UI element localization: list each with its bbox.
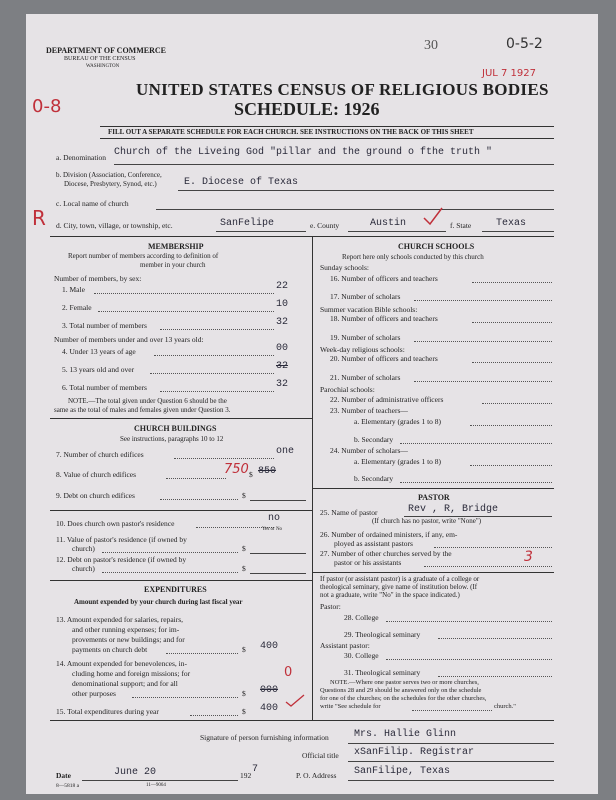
total-members-count[interactable]: 32 <box>276 317 289 328</box>
female-label: 2. Female <box>62 303 92 312</box>
over-13-label: 5. 13 years old and over <box>62 365 135 374</box>
buildings-subtitle: See instructions, paragraphs 10 to 12 <box>120 435 224 443</box>
pastor-note-2: Questions 28 and 29 should be answered only on the schedule <box>320 687 482 694</box>
q15-label: 15. Total expenditures during year <box>56 707 159 716</box>
q9-label: 9. Debt on church edifices <box>56 491 135 500</box>
year-prefix: 192 <box>240 771 252 780</box>
membership-heading: MEMBERSHIP <box>148 242 204 251</box>
census-form: DEPARTMENT OF COMMERCE BUREAU OF THE CENSUS WASHINGTON 30 0-5-2 JUL 7 1927 UNITED STATES CENSUS OF RELIGIOUS BODIES SCHEDULE: 1926 0-8 FILL OUT A SEPARATE SCHEDULE FOR EACH CHURCH. SEE INSTRUCTIONS ON THE BACK OF THIS SHEET a. Denomination Church of the Liveing God "pillar and the ground o fthe truth " b. Division (Association, Conference, Diocese, Presbytery, Synod, etc.) E. Diocese of Texas c. Local name of church R d. City, town, village, or township, etc. SanFelipe e. County Austin f. State Texas MEMBERSHIP Report number of members according to definition of member in your church Number of members, by sex: 1. Male 22 2. Female 10 3. Total number of members 32 Number of members under and over 13 years old: 4. Under 13 years of age 00 5. 13 years old and over 32 6. Total number of members 32 NOTE.—The total given under Question 6 should be the same as the total of males and females given under Question 3. CHURCH BUILDINGS See instructions, paragraphs 10 to 12 7. Number of church edifices one 8. Value of church edifices 750 $ 850 9. Debt on church edifices $ 10. Does church own pastor's residence no Yes or No 11. Value of pastor's residence (if owned by church) $ 12. Debt on pastor's residence (if owned by church) $ EXPENDITURES Amount expended by your church during last fiscal year 13. Amount expended for salaries, repairs, and other running expenses; for im- provements or new buildings; and for payments on church debt $ 400 14. Amount expended for benevolences, in- cluding home and foreign missions; for denominational support; and for all other purposes 0 $ 000 15. Total expenditures during year $ 400 CHURCH SCHOOLS Report here only schools conducted by this church Sunday schools: 16. Number of officers and teachers 17. Number of scholars Summer vacation Bible schools: 18. Number of officers and teachers 19. Number of scholars Week-day religious schools: 20. Number of officers and teachers 21. Number of scholars Parochial schools: 22. Number of administrative officers 23. Number of teachers— a. Elementary (grades 1 to 8) b. Secondary 24. Number of scholars— a. Elementary (grades 1 to 8) b. Secondary PASTOR 25. Name of pastor Rev , R, Bridge (If church has no pastor, write "None") 26. Number of ordained ministers, if any, em- ployed as assistant pastors 27. Number of other churches served by the pastor or his assistants 3 If pastor (or assistant pastor) is a graduate of a college or theological seminary, give name of institution below. (If not a graduate, write "No" in the space indicated.) Pastor: 28. College 29. Theological seminary Assistant pastor: 30. College 31. Theological seminary NOTE.—Where one pastor serves two or more churches, Questions 28 and 29 should be answered only on the schedule for one of the churches; on the schedules for the other churches, write "See schedule for church." Signature of person furnishing information Mrs. Hallie Glinn Official title xSanFilip. Registrar Date June 20 192 7 P. O. Address SanFilipe, Texas 8—5818 a 11—9064 <box>26 14 598 794</box>
check-mark-icon <box>422 206 444 226</box>
q29-label: 29. Theological seminary <box>344 630 421 639</box>
print-code: 11—9064 <box>146 783 166 788</box>
q11-label-1: 11. Value of pastor's residence (if owned by <box>56 535 187 544</box>
local-name-label: c. Local name of church <box>56 199 129 208</box>
date-field[interactable]: June 20 <box>114 767 157 778</box>
schools-heading: CHURCH SCHOOLS <box>398 242 475 251</box>
q21-label: 21. Number of scholars <box>330 373 401 382</box>
q8-label: 8. Value of church edifices <box>56 470 137 479</box>
grad-note-2: theological seminary, give name of institution below. (If <box>320 583 478 591</box>
bureau-label: BUREAU OF THE CENSUS <box>64 56 136 62</box>
q24-label: 24. Number of scholars— <box>330 446 408 455</box>
date-label: Date <box>56 771 71 780</box>
po-address-label: P. O. Address <box>296 771 337 780</box>
total-members-label: 3. Total number of members <box>62 321 147 330</box>
q13-label-2: and other running expenses; for im- <box>72 625 180 634</box>
q12-label-2: church) <box>72 564 95 573</box>
q14-label-2: cluding home and foreign missions; for <box>72 669 191 678</box>
q25-label: 25. Name of pastor <box>320 508 378 517</box>
q23-label: 23. Number of teachers— <box>330 406 408 415</box>
q22-label: 22. Number of administrative officers <box>330 395 444 404</box>
stamp-number: 30 <box>424 38 438 53</box>
pastor-heading: PASTOR <box>418 493 450 502</box>
official-title-label: Official title <box>302 751 339 760</box>
vacation-schools-label: Summer vacation Bible schools: <box>320 305 418 314</box>
q7-value[interactable]: one <box>276 446 295 457</box>
expenditures-subtitle: Amount expended by your church during last fiscal year <box>74 598 243 606</box>
sunday-schools-label: Sunday schools: <box>320 263 369 272</box>
q31-label: 31. Theological seminary <box>344 668 421 677</box>
buildings-heading: CHURCH BUILDINGS <box>134 424 217 433</box>
pastor-note-4: write "See schedule for <box>320 703 381 710</box>
division-label-1: b. Division (Association, Conference, <box>56 171 162 179</box>
instruction-line: FILL OUT A SEPARATE SCHEDULE FOR EACH CHURCH. SEE INSTRUCTIONS ON THE BACK OF THIS SHEET <box>108 128 474 136</box>
signature-field[interactable]: Mrs. Hallie Glinn <box>354 729 457 740</box>
signature-label: Signature of person furnishing information <box>200 733 329 742</box>
total-members-6-label: 6. Total number of members <box>62 383 147 392</box>
q19-label: 19. Number of scholars <box>330 333 401 342</box>
membership-intro-1: Report number of members according to definition of <box>68 252 219 260</box>
denomination-field[interactable]: Church of the Liveing God "pillar and the ground o fthe truth " <box>114 147 493 158</box>
dept-label: DEPARTMENT OF COMMERCE <box>46 46 167 55</box>
q8-red-correction: 750 <box>224 462 249 477</box>
division-field[interactable]: E. Diocese of Texas <box>184 177 299 188</box>
q13-label-3: provements or new buildings; and for <box>72 635 185 644</box>
q10-value[interactable]: no <box>268 513 281 524</box>
state-label: f. State <box>450 221 472 230</box>
grad-note-1: If pastor (or assistant pastor) is a graduate of a college or <box>320 575 480 583</box>
county-field[interactable]: Austin <box>370 218 407 229</box>
q13-label-1: 13. Amount expended for salaries, repairs, <box>56 615 184 624</box>
male-count[interactable]: 22 <box>276 281 289 292</box>
q10-label: 10. Does church own pastor's residence <box>56 519 175 528</box>
pastor-note-5: church." <box>494 703 516 710</box>
q30-label: 30. College <box>344 651 379 660</box>
assistant-pastor-sublabel: Assistant pastor: <box>320 641 370 650</box>
corner-code: 0-5-2 <box>506 36 543 52</box>
q27-red-value[interactable]: 3 <box>524 549 533 565</box>
female-count[interactable]: 10 <box>276 299 289 310</box>
q14-value[interactable]: 000 <box>260 685 279 696</box>
q27-label-1: 27. Number of other churches served by the <box>320 549 452 558</box>
q13-value[interactable]: 400 <box>260 641 279 652</box>
form-code: 8—5818 a <box>56 783 80 789</box>
under-13-label: 4. Under 13 years of age <box>62 347 136 356</box>
county-label: e. County <box>310 221 340 230</box>
q14-red-correction: 0 <box>284 665 293 680</box>
q14-label-1: 14. Amount expended for benevolences, in- <box>56 659 188 668</box>
check-mark-icon <box>284 694 306 708</box>
city-label: d. City, town, village, or township, etc. <box>56 221 173 230</box>
q14-label-4: other purposes <box>72 689 116 698</box>
red-r-mark: R <box>32 206 46 230</box>
pastor-note-1: NOTE.—Where one pastor serves two or more churches, <box>330 679 479 686</box>
male-label: 1. Male <box>62 285 85 294</box>
q26-label-2: ployed as assistant pastors <box>334 539 413 548</box>
pastor-note-3: for one of the churches; on the schedules for the other churches, <box>320 695 487 702</box>
q11-label-2: church) <box>72 544 95 553</box>
q20-label: 20. Number of officers and teachers <box>330 354 438 363</box>
members-by-sex-label: Number of members, by sex: <box>54 274 142 283</box>
q27-label-2: pastor or his assistants <box>334 558 402 567</box>
weekday-schools-label: Week-day religious schools: <box>320 345 405 354</box>
received-stamp: JUL 7 1927 <box>482 68 537 79</box>
pastor-name-field[interactable]: Rev , R, Bridge <box>408 504 499 515</box>
official-title-field[interactable]: xSanFilip. Registrar <box>354 747 475 758</box>
q15-value[interactable]: 400 <box>260 703 279 714</box>
year-field[interactable]: 7 <box>252 764 259 775</box>
city-field[interactable]: SanFelipe <box>220 218 275 229</box>
q26-label-1: 26. Number of ordained ministers, if any, em- <box>320 530 458 539</box>
q25-note: (If church has no pastor, write "None") <box>372 517 482 525</box>
division-label-2: Diocese, Presbytery, Synod, etc.) <box>64 180 157 188</box>
parochial-schools-label: Parochial schools: <box>320 385 375 394</box>
yes-or-no-hint: Yes or No <box>262 527 283 532</box>
q28-label: 28. College <box>344 613 379 622</box>
total-members-6-count[interactable]: 32 <box>276 379 289 390</box>
members-by-age-label: Number of members under and over 13 years old: <box>54 335 204 344</box>
schools-subtitle: Report here only schools conducted by this church <box>342 253 484 261</box>
red-code: 0-8 <box>32 96 62 117</box>
under-13-count[interactable]: 00 <box>276 343 289 354</box>
city-label: WASHINGTON <box>86 64 120 69</box>
membership-intro-2: member in your church <box>140 261 206 269</box>
q24a-label: a. Elementary (grades 1 to 8) <box>354 457 442 466</box>
q7-label: 7. Number of church edifices <box>56 450 144 459</box>
state-field[interactable]: Texas <box>496 218 527 229</box>
q17-label: 17. Number of scholars <box>330 292 401 301</box>
denomination-label: a. Denomination <box>56 153 106 162</box>
q23b-label: b. Secondary <box>354 435 394 444</box>
pastor-sublabel: Pastor: <box>320 602 341 611</box>
over-13-count[interactable]: 32 <box>276 361 289 372</box>
q24b-label: b. Secondary <box>354 474 394 483</box>
form-title: UNITED STATES CENSUS OF RELIGIOUS BODIES <box>136 80 549 99</box>
q23a-label: a. Elementary (grades 1 to 8) <box>354 417 442 426</box>
membership-note-2: same as the total of males and females given under Question 3. <box>54 406 231 414</box>
q14-label-3: denominational support; and for all <box>72 679 178 688</box>
q13-label-4: payments on church debt <box>72 645 148 654</box>
q16-label: 16. Number of officers and teachers <box>330 274 438 283</box>
form-subtitle: SCHEDULE: 1926 <box>234 99 380 119</box>
grad-note-3: not a graduate, write "No" in the space indicated.) <box>320 591 460 599</box>
expenditures-heading: EXPENDITURES <box>144 585 207 594</box>
q12-label-1: 12. Debt on pastor's residence (if owned by <box>56 555 187 564</box>
q18-label: 18. Number of officers and teachers <box>330 314 438 323</box>
po-address-field[interactable]: SanFilipe, Texas <box>354 766 451 777</box>
q8-value[interactable]: 850 <box>258 466 277 477</box>
membership-note-1: NOTE.—The total given under Question 6 should be the <box>68 397 227 405</box>
